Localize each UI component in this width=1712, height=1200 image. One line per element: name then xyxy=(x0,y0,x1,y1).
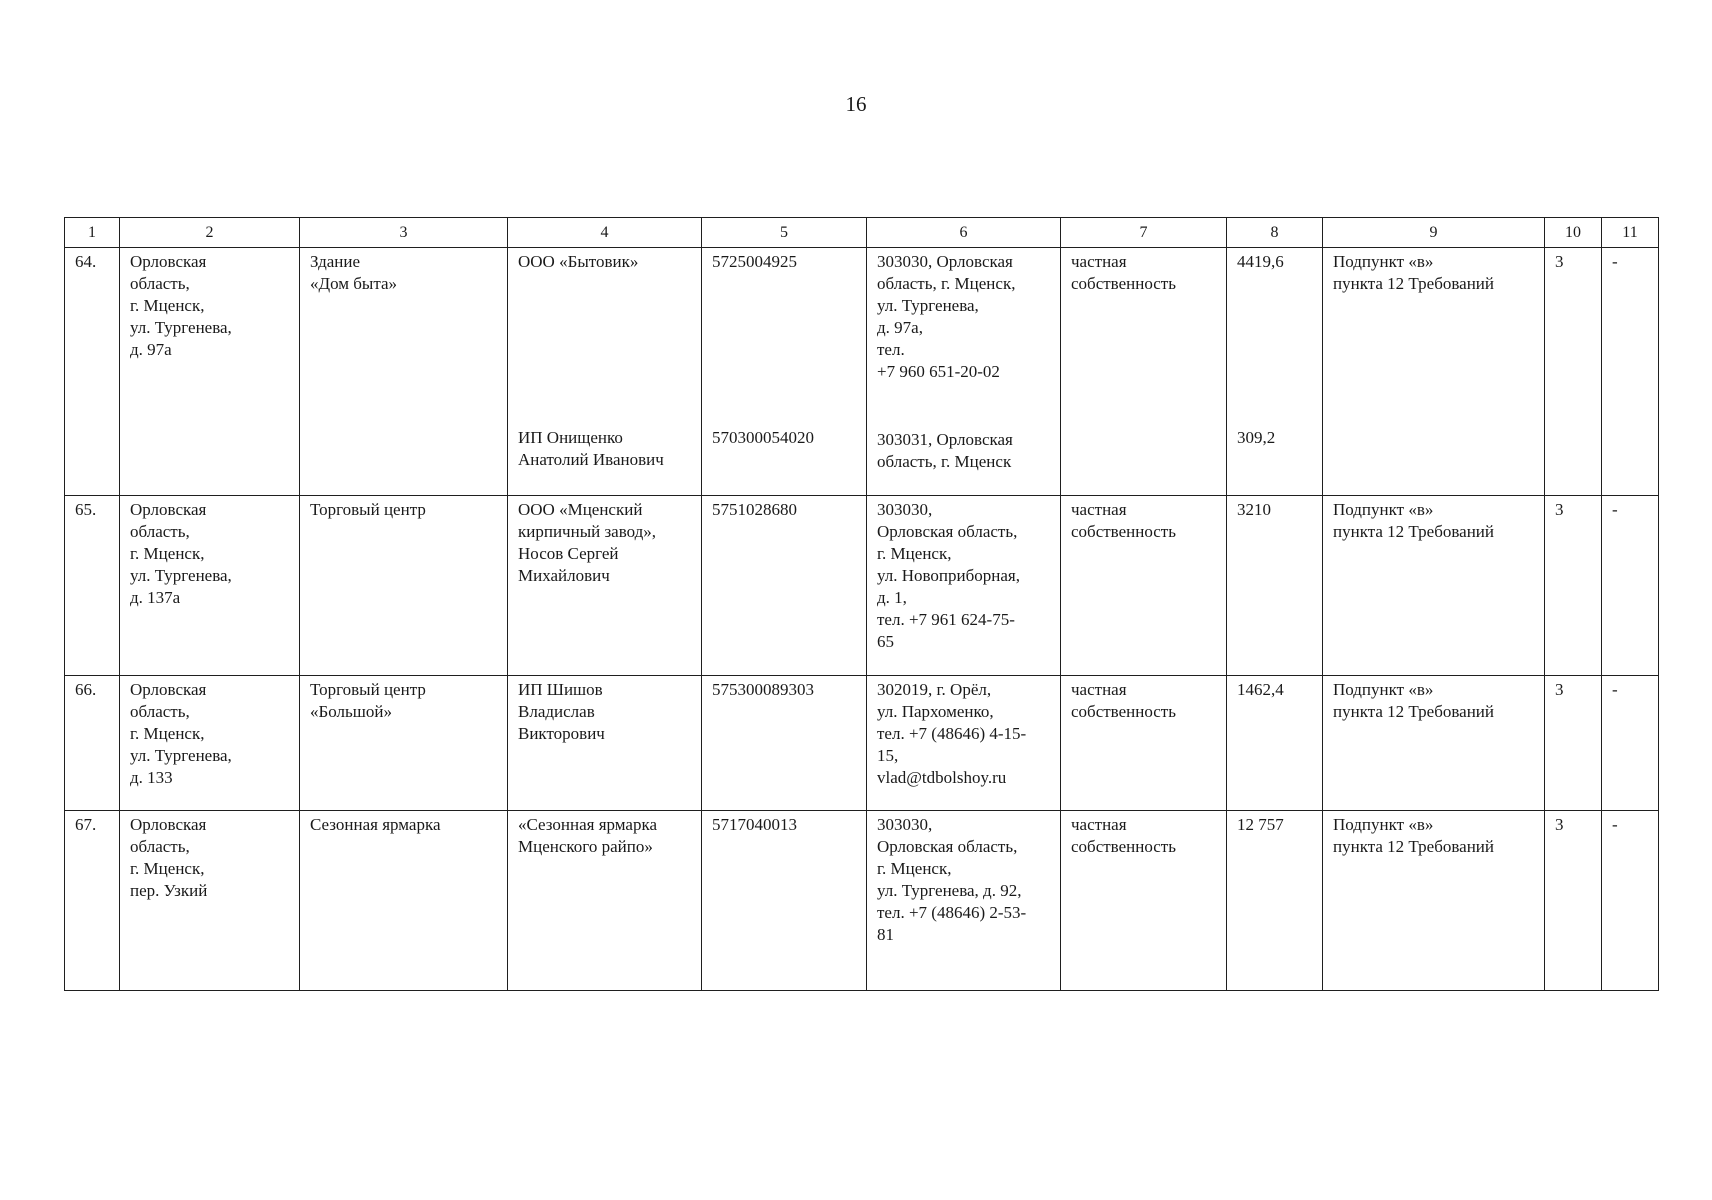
owner-entry xyxy=(518,251,695,273)
owner-line: ИП Шишов xyxy=(518,680,603,699)
owner-line: Анатолий Иванович xyxy=(518,450,664,469)
location-line: пер. Узкий xyxy=(130,881,208,900)
address-line: ул. Пархоменко, xyxy=(877,702,994,721)
address-line: 15, xyxy=(877,746,899,765)
object-cell xyxy=(300,248,508,496)
owner-entry xyxy=(518,427,695,471)
column-header: 7 xyxy=(1061,218,1227,248)
address-line: ул. Тургенева, д. 92, xyxy=(877,881,1022,900)
object-line: «Дом быта» xyxy=(310,274,398,293)
owner-cell xyxy=(508,496,702,676)
col11-cell: - xyxy=(1602,496,1659,676)
ownership-line: частная xyxy=(1071,252,1127,271)
inn-cell xyxy=(702,676,867,811)
inn-value: 5751028680 xyxy=(712,500,797,519)
object-line: Торговый центр xyxy=(310,680,426,699)
object-line: Здание xyxy=(310,252,361,271)
location-cell xyxy=(120,248,300,496)
address-line: тел. +7 (48646) 2-53- xyxy=(877,903,1027,922)
col10-cell: 3 xyxy=(1545,496,1602,676)
location-cell xyxy=(120,676,300,811)
inn-cell xyxy=(702,248,867,496)
area-value: 309,2 xyxy=(1237,428,1276,447)
ownership-cell xyxy=(1061,248,1227,496)
location-line: д. 97а xyxy=(130,340,172,359)
row-number: 65. xyxy=(65,496,120,676)
table-row xyxy=(65,811,1659,991)
col10-cell: 3 xyxy=(1545,811,1602,991)
registry-table xyxy=(64,217,1659,991)
inn-cell xyxy=(702,811,867,991)
area-cell xyxy=(1227,496,1323,676)
ownership-line: частная xyxy=(1071,680,1127,699)
address-line: тел. +7 961 624-75- xyxy=(877,610,1015,629)
column-header: 2 xyxy=(120,218,300,248)
basis-line: пункта 12 Требований xyxy=(1333,522,1494,541)
address-line: 303031, Орловская xyxy=(877,430,1013,449)
object-cell xyxy=(300,811,508,991)
owner-line: Михайлович xyxy=(518,566,610,585)
col11-cell: - xyxy=(1602,248,1659,496)
object-line: Сезонная ярмарка xyxy=(310,815,441,834)
owner-cell xyxy=(508,248,702,496)
address-line: Орловская область, xyxy=(877,522,1018,541)
address-line: ул. Тургенева, xyxy=(877,296,979,315)
column-header: 5 xyxy=(702,218,867,248)
location-line: г. Мценск, xyxy=(130,296,205,315)
basis-cell xyxy=(1323,496,1545,676)
inn-value: 575300089303 xyxy=(712,680,814,699)
row-number: 64. xyxy=(65,248,120,496)
address-line: 303030, xyxy=(877,815,933,834)
owner-cell xyxy=(508,676,702,811)
area-value: 3210 xyxy=(1237,500,1271,519)
column-header: 6 xyxy=(867,218,1061,248)
location-cell xyxy=(120,496,300,676)
object-line: «Большой» xyxy=(310,702,392,721)
location-line: д. 133 xyxy=(130,768,173,787)
basis-cell xyxy=(1323,248,1545,496)
col11-cell: - xyxy=(1602,811,1659,991)
address-line: д. 1, xyxy=(877,588,907,607)
address-cell xyxy=(867,248,1061,496)
column-header: 10 xyxy=(1545,218,1602,248)
location-line: г. Мценск, xyxy=(130,859,205,878)
object-cell xyxy=(300,676,508,811)
location-cell xyxy=(120,811,300,991)
owner-cell xyxy=(508,811,702,991)
ownership-line: собственность xyxy=(1071,837,1176,856)
address-line: Орловская область, xyxy=(877,837,1018,856)
basis-line: пункта 12 Требований xyxy=(1333,274,1494,293)
location-line: область, xyxy=(130,837,190,856)
address-line: область, г. Мценск xyxy=(877,452,1012,471)
owner-line: кирпичный завод», xyxy=(518,522,657,541)
area-value: 12 757 xyxy=(1237,815,1284,834)
address-line: тел. xyxy=(877,340,905,359)
object-cell xyxy=(300,496,508,676)
area-value: 1462,4 xyxy=(1237,680,1284,699)
address-cell xyxy=(867,496,1061,676)
basis-line: пункта 12 Требований xyxy=(1333,837,1494,856)
col10-cell: 3 xyxy=(1545,676,1602,811)
location-line: область, xyxy=(130,274,190,293)
basis-cell xyxy=(1323,811,1545,991)
basis-line: Подпункт «в» xyxy=(1333,500,1434,519)
row-number: 67. xyxy=(65,811,120,991)
location-line: область, xyxy=(130,522,190,541)
location-line: Орловская xyxy=(130,500,207,519)
address-line: 302019, г. Орёл, xyxy=(877,680,992,699)
address-line: г. Мценск, xyxy=(877,859,952,878)
location-line: д. 137а xyxy=(130,588,181,607)
address-line: 303030, Орловская xyxy=(877,252,1013,271)
table-row xyxy=(65,496,1659,676)
col10-cell: 3 xyxy=(1545,248,1602,496)
table-row xyxy=(65,676,1659,811)
basis-line: Подпункт «в» xyxy=(1333,252,1434,271)
address-line: д. 97а, xyxy=(877,318,923,337)
ownership-line: собственность xyxy=(1071,702,1176,721)
location-line: Орловская xyxy=(130,815,207,834)
owner-line: ИП Онищенко xyxy=(518,428,623,447)
address-line: 81 xyxy=(877,925,894,944)
address-cell xyxy=(867,676,1061,811)
location-line: область, xyxy=(130,702,190,721)
owner-line: Носов Сергей xyxy=(518,544,619,563)
ownership-cell xyxy=(1061,496,1227,676)
column-header: 9 xyxy=(1323,218,1545,248)
owner-line: «Сезонная ярмарка xyxy=(518,815,658,834)
inn-value: 570300054020 xyxy=(712,428,814,447)
location-line: ул. Тургенева, xyxy=(130,746,232,765)
address-line: +7 960 651-20-02 xyxy=(877,362,1000,381)
owner-line: Владислав xyxy=(518,702,595,721)
basis-line: Подпункт «в» xyxy=(1333,815,1434,834)
column-header: 3 xyxy=(300,218,508,248)
address-cell xyxy=(867,811,1061,991)
address-line: г. Мценск, xyxy=(877,544,952,563)
location-line: Орловская xyxy=(130,252,207,271)
owner-line: ООО «Мценский xyxy=(518,500,643,519)
basis-line: Подпункт «в» xyxy=(1333,680,1434,699)
basis-cell xyxy=(1323,676,1545,811)
inn-value: 5717040013 xyxy=(712,815,797,834)
address-line: 303030, xyxy=(877,500,933,519)
inn-cell xyxy=(702,496,867,676)
address-line: тел. +7 (48646) 4-15- xyxy=(877,724,1027,743)
ownership-line: частная xyxy=(1071,815,1127,834)
owner-line: Викторович xyxy=(518,724,605,743)
inn-value: 5725004925 xyxy=(712,252,797,271)
column-header: 8 xyxy=(1227,218,1323,248)
row-number: 66. xyxy=(65,676,120,811)
page-number: 16 xyxy=(845,92,867,116)
area-value: 4419,6 xyxy=(1237,252,1284,271)
location-line: г. Мценск, xyxy=(130,544,205,563)
ownership-cell xyxy=(1061,676,1227,811)
column-header: 1 xyxy=(65,218,120,248)
address-line: область, г. Мценск, xyxy=(877,274,1016,293)
address-line: ул. Новоприборная, xyxy=(877,566,1020,585)
basis-line: пункта 12 Требований xyxy=(1333,702,1494,721)
object-line: Торговый центр xyxy=(310,500,426,519)
area-cell xyxy=(1227,248,1323,496)
location-line: ул. Тургенева, xyxy=(130,566,232,585)
owner-line: ООО «Бытовик» xyxy=(518,252,639,271)
header-row xyxy=(65,218,1659,248)
location-line: ул. Тургенева, xyxy=(130,318,232,337)
table-row xyxy=(65,248,1659,496)
location-line: г. Мценск, xyxy=(130,724,205,743)
area-cell xyxy=(1227,676,1323,811)
owner-line: Мценского райпо» xyxy=(518,837,653,856)
column-header: 11 xyxy=(1602,218,1659,248)
address-line: 65 xyxy=(877,632,894,651)
ownership-line: частная xyxy=(1071,500,1127,519)
ownership-cell xyxy=(1061,811,1227,991)
column-header: 4 xyxy=(508,218,702,248)
ownership-line: собственность xyxy=(1071,274,1176,293)
location-line: Орловская xyxy=(130,680,207,699)
ownership-line: собственность xyxy=(1071,522,1176,541)
area-cell xyxy=(1227,811,1323,991)
address-line: vlad@tdbolshoy.ru xyxy=(877,768,1007,787)
col11-cell: - xyxy=(1602,676,1659,811)
